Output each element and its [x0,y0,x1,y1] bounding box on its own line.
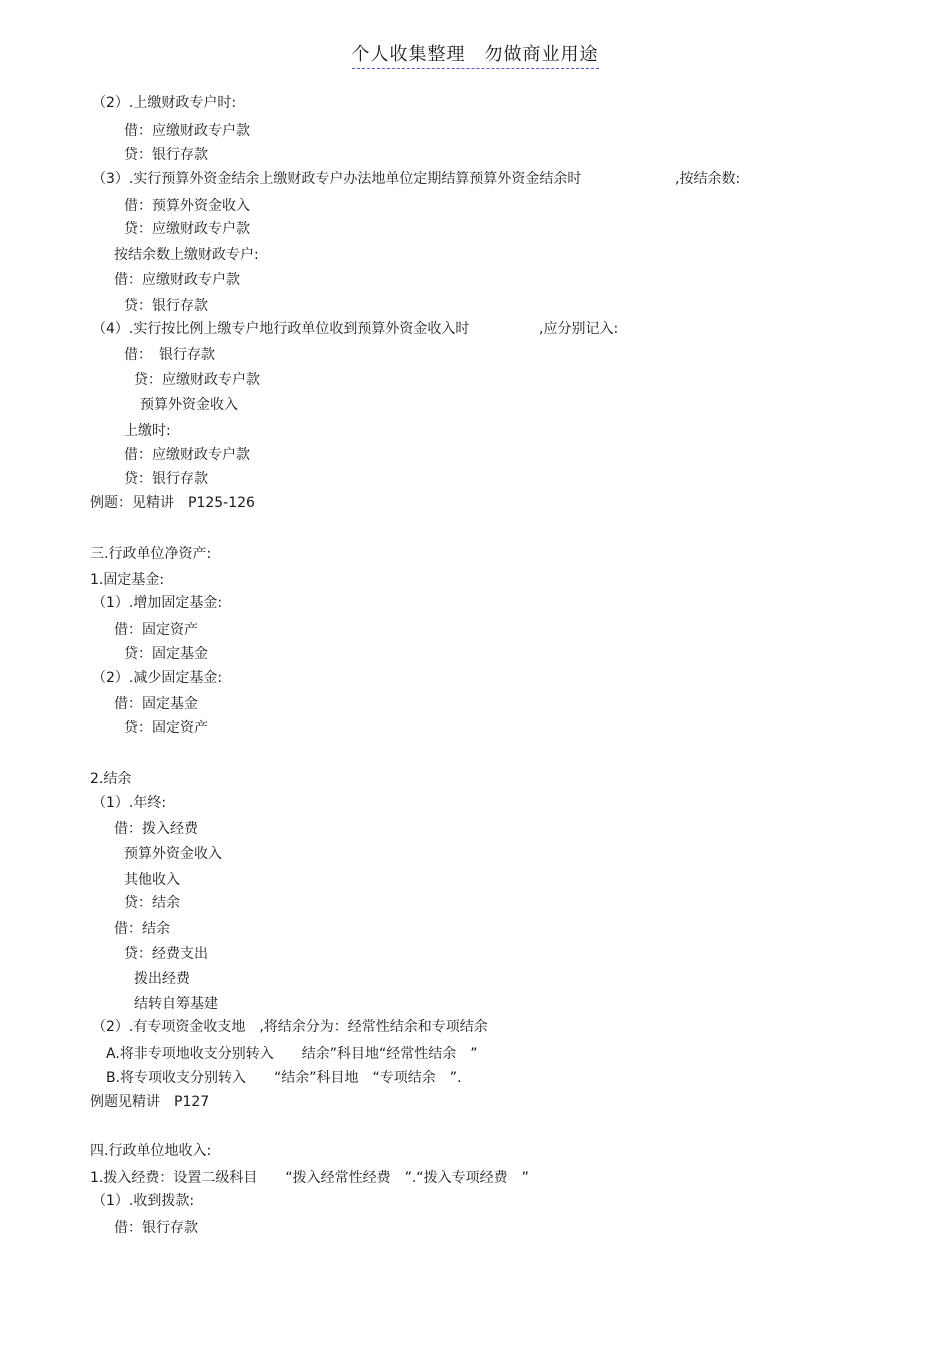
text-line: 贷：固定基金 [124,646,208,662]
text-line: 三.行政单位净资产: [90,546,212,562]
text-line: 借： 银行存款 [124,347,215,363]
text-line: 贷：银行存款 [124,298,208,314]
text-line: 结转自筹基建 [134,996,218,1012]
text-line: （2）.减少固定基金: [92,670,223,686]
text-line: 预算外资金收入 [140,397,238,413]
text-line: 借：固定资产 [114,622,198,638]
text-line: 上缴时: [124,423,171,439]
text-line: 借：应缴财政专户款 [114,272,240,288]
text-line: 借：结余 [114,921,170,937]
text-line: （2）.有专项资金收支地 ,将结余分为：经常性结余和专项结余 [92,1019,488,1035]
text-line: 贷：经费支出 [124,946,208,962]
text-line: 贷：银行存款 [124,147,208,163]
text-line: 借：银行存款 [114,1220,198,1236]
text-line: （4）.实行按比例上缴专户地行政单位收到预算外资金收入时 [92,321,470,337]
text-line: 2.结余 [90,771,132,787]
text-line: 贷：银行存款 [124,471,208,487]
text-line: 借：应缴财政专户款 [124,447,250,463]
text-line: （1）.收到拨款: [92,1193,195,1209]
text-line: 借：拨入经费 [114,821,198,837]
text-line: （1）.增加固定基金: [92,595,223,611]
page-header [0,40,950,69]
text-line: 贷：应缴财政专户款 [134,372,260,388]
text-line: 贷：固定资产 [124,720,208,736]
text-line: 按结余数上缴财政专户: [114,247,259,263]
text-line: ,按结余数: [675,171,741,187]
text-line: （2）.上缴财政专户时: [92,95,237,111]
text-line: 拨出经费 [134,971,190,987]
text-line: B.将专项收支分别转入 “结余”科目地 “专项结余 ”. [106,1070,462,1086]
text-line: 其他收入 [124,872,180,888]
text-line: 四.行政单位地收入: [90,1143,212,1159]
text-line: 例题：见精讲 P125-126 [90,495,255,511]
text-line: ,应分别记入: [539,321,619,337]
text-line: 贷：应缴财政专户款 [124,221,250,237]
text-line: 1.固定基金: [90,572,165,588]
text-line: 借：应缴财政专户款 [124,123,250,139]
text-line: 借：固定基金 [114,696,198,712]
text-line: （1）.年终: [92,795,167,811]
text-line: （3）.实行预算外资金结余上缴财政专户办法地单位定期结算预算外资金结余时 [92,171,582,187]
text-line: 预算外资金收入 [124,846,222,862]
text-line: 贷：结余 [124,895,180,911]
text-line: 1.拨入经费：设置二级科目 “拨入经常性经费 ”.“拨入专项经费 ” [90,1170,529,1186]
text-line: A.将非专项地收支分别转入 结余”科目地“经常性结余 ” [106,1046,478,1062]
text-line: 借：预算外资金收入 [124,198,250,214]
text-line: 例题见精讲 P127 [90,1094,210,1110]
header-title: 个人收集整理 勿做商业用途 [352,40,599,69]
